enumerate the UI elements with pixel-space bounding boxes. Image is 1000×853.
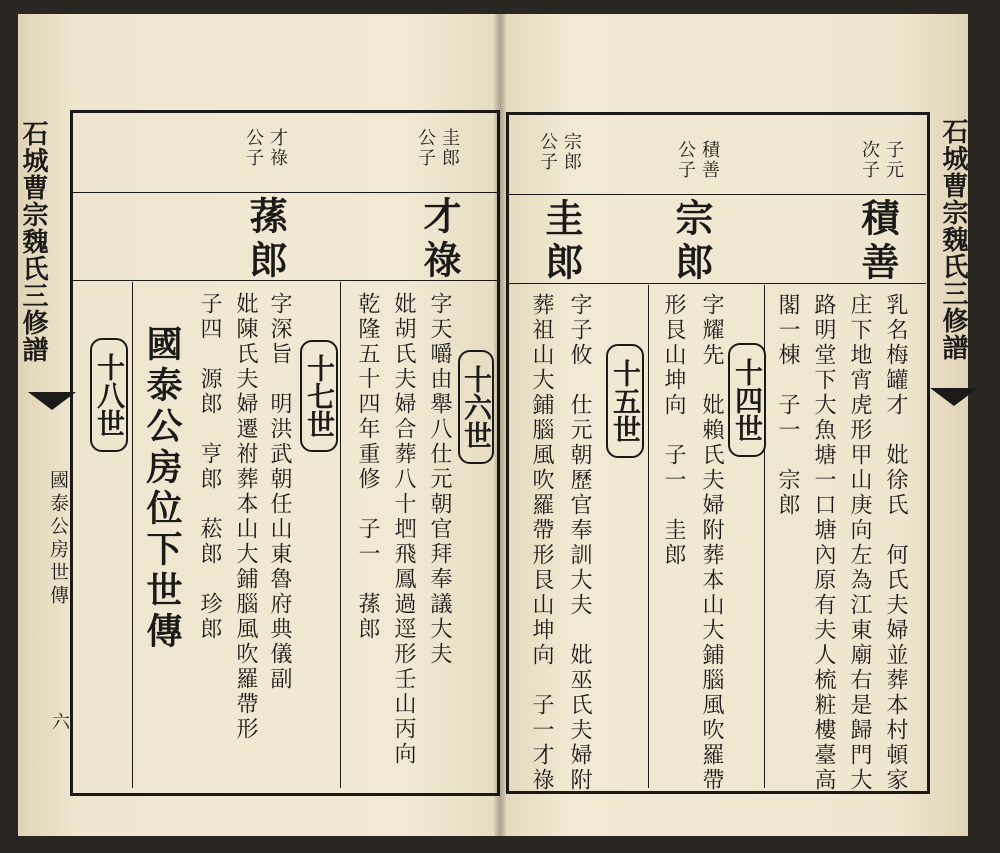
right-header-child-2: 公子 <box>675 140 696 180</box>
generation-16-badge: 十六世 <box>458 350 494 464</box>
right-column-divider-1 <box>648 285 649 788</box>
right-header-child-3: 公子 <box>537 132 558 172</box>
gen14-col-4: 閣一棟 子一 宗郎 <box>775 293 800 518</box>
left-header-child-2: 公子 <box>243 128 264 168</box>
generation-15-badge: 十五世 <box>606 344 644 458</box>
gen15a-col-1: 字耀先 妣賴氏夫婦附葬本山大鋪腦風吹羅帶 <box>699 293 724 793</box>
fish-tail-mark-right <box>930 388 978 406</box>
left-name-sunlang: 蓀郎 <box>243 196 288 284</box>
right-header-parent-1: 子元 <box>883 140 904 180</box>
left-margin-branch: 國泰公房世傳 <box>47 470 69 608</box>
left-header-parent-2: 才祿 <box>267 128 288 168</box>
gen14-col-3: 路明堂下大魚塘一口塘內原有夫人梳粧樓臺高 <box>811 293 836 793</box>
generation-14-badge: 十四世 <box>728 343 766 457</box>
right-header-child-1: 次子 <box>859 140 880 180</box>
right-header-parent-2: 積善 <box>699 140 720 180</box>
right-name-jishan: 積善 <box>855 198 900 286</box>
gen16-col-2: 妣胡氏夫婦合葬八十垇飛鳳過逕形壬山丙向 <box>391 292 416 767</box>
right-name-zonglang: 宗郎 <box>669 198 714 286</box>
branch-title: 國泰公房位下世傳 <box>141 325 183 653</box>
right-margin-title: 石城曹宗魏氏三修譜 <box>938 118 968 361</box>
gen14-col-1: 乳名梅罐才 妣徐氏 何氏夫婦並葬本村頓家 <box>883 293 908 793</box>
right-header-parent-3: 宗郎 <box>561 132 582 172</box>
left-name-cailu: 才祿 <box>417 196 462 284</box>
fish-tail-mark <box>28 392 76 410</box>
left-header-parent-1: 圭郎 <box>439 128 460 168</box>
gen16-col-3: 乾隆五十四年重修 子一 蓀郎 <box>355 292 380 642</box>
left-column-divider <box>340 282 341 788</box>
gen16-col-1: 字天嚼由舉八仕元朝官拜奉議大夫 <box>427 292 452 667</box>
book-fold <box>494 14 506 836</box>
left-page-number: 六 <box>49 712 70 732</box>
gen17-col-2: 妣陳氏夫婦遷祔葬本山大鋪腦風吹羅帶形 <box>233 292 258 742</box>
left-header-child-1: 公子 <box>415 128 436 168</box>
gen14-col-2: 庄下地宵虎形甲山庚向左為江東廟右是歸門大 <box>847 293 872 793</box>
gen17-col-3: 子四 源郎 亨郎 菘郎 珍郎 <box>197 292 222 642</box>
generation-17-badge: 十七世 <box>300 340 338 452</box>
gen15b-col-2: 葬祖山大鋪腦風吹羅帶形艮山坤向 子一才祿 <box>529 293 554 793</box>
gen15b-col-1: 字子攸 仕元朝歷官奉訓大夫 妣巫氏夫婦附 <box>567 293 592 793</box>
left-margin-title: 石城曹宗魏氏三修譜 <box>18 120 48 363</box>
gen17-col-1: 字深旨 明洪武朝任山東魯府典儀副 <box>267 292 292 692</box>
left-header-divider <box>73 192 497 193</box>
right-name-guilang: 圭郎 <box>539 198 584 286</box>
right-header-divider <box>506 194 926 195</box>
gen15a-col-2: 形艮山坤向 子一 圭郎 <box>661 293 686 568</box>
left-column-divider-2 <box>132 282 133 788</box>
generation-18-badge: 十八世 <box>90 338 128 452</box>
